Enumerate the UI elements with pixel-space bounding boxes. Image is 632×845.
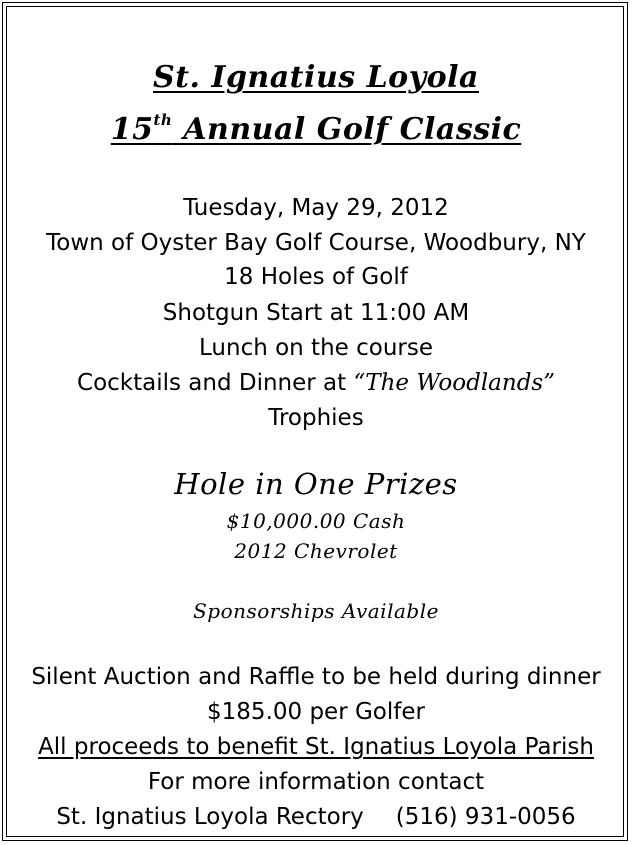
event-dinner xyxy=(0,372,632,395)
contact-name: St. Ignatius Loyola Rectory xyxy=(56,804,364,830)
title-line-1 xyxy=(0,60,632,95)
title-number: 15 xyxy=(110,112,154,147)
event-lunch: Lunch on the course xyxy=(199,335,433,361)
title-superscript: th xyxy=(153,111,173,129)
dinner-venue: “The Woodlands” xyxy=(353,370,555,396)
contact-intro: For more information contact xyxy=(147,769,485,795)
event-holes: 18 Holes of Golf xyxy=(224,264,408,290)
proceeds-underlined: All proceeds to benefit St. Ignatius Loyola Parish xyxy=(38,734,594,760)
price-text: $185.00 per Golfer xyxy=(207,699,425,725)
dinner-text: Cocktails and Dinner at xyxy=(77,370,354,396)
prize-cash: $10,000.00 Cash xyxy=(226,509,406,533)
prize-car: 2012 Chevrolet xyxy=(234,539,398,563)
auction-text: Silent Auction and Raffle to be held during dinner xyxy=(31,664,601,690)
title-parish: St. Ignatius Loyola xyxy=(153,60,479,95)
prizes-heading: Hole in One Prizes xyxy=(174,467,458,501)
contact-phone: (516) 931-0056 xyxy=(395,804,576,830)
title-line-2 xyxy=(0,111,632,147)
title-event xyxy=(111,112,522,147)
proceeds-text xyxy=(0,736,632,759)
sponsorships-text: Sponsorships Available xyxy=(193,599,439,623)
event-date: Tuesday, May 29, 2012 xyxy=(183,195,449,221)
event-start: Shotgun Start at 11:00 AM xyxy=(162,300,470,326)
contact-line xyxy=(0,806,632,829)
event-location: Town of Oyster Bay Golf Course, Woodbury, NY xyxy=(46,230,586,256)
title-event-name: Annual Golf Classic xyxy=(172,112,522,147)
event-trophies: Trophies xyxy=(268,405,364,431)
